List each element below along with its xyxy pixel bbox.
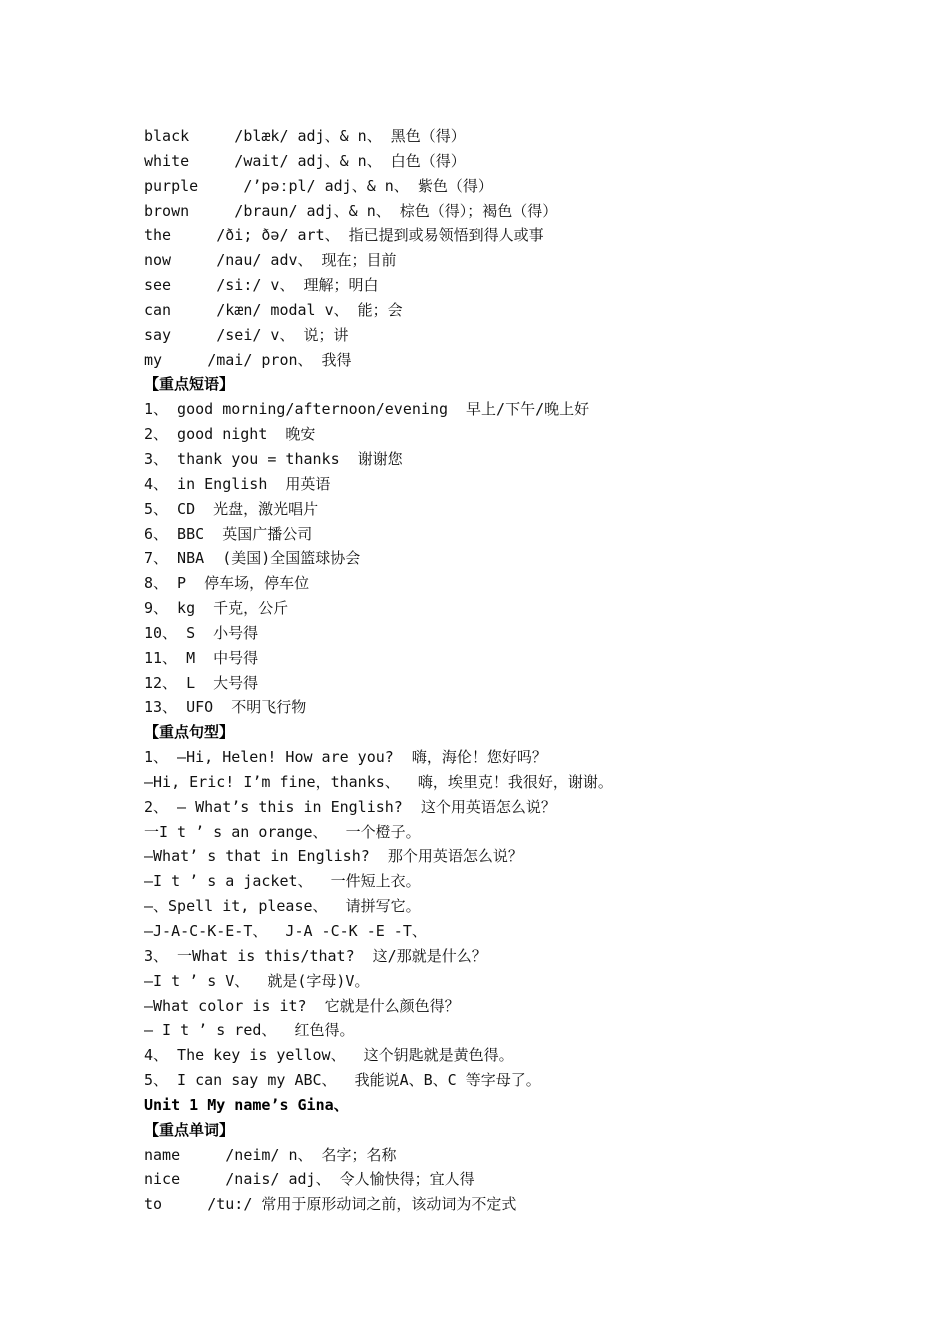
vocab-line-brown: brown /braun/ adj、& n、 棕色（得）；褐色（得） xyxy=(144,201,558,220)
sentence-line: 4、 The key is yellow、 这个钥匙就是黄色得。 xyxy=(144,1046,514,1065)
vocab-line-now: now /nau/ adv、 现在；目前 xyxy=(144,251,397,270)
phrases-heading: 【重点短语】 xyxy=(144,375,235,394)
sentence-line: —What color is it? 它就是什么颜色得？ xyxy=(144,996,460,1015)
sentence-line: 5、 I can say my ABC、 我能说A、B、C 等字母了。 xyxy=(144,1071,541,1090)
vocab-line-purple: purple /’pəːpl/ adj、& n、 紫色（得） xyxy=(144,176,493,195)
sentences-heading: 【重点句型】 xyxy=(144,723,235,742)
phrase-line: 7、 NBA (美国)全国篮球协会 xyxy=(144,549,361,568)
vocab-line-my: my /mai/ pron、 我得 xyxy=(144,350,352,369)
sentence-line: —I t ’ s V、 就是(字母)V。 xyxy=(144,971,370,990)
sentence-line: — I t ’ s red、 红色得。 xyxy=(144,1021,355,1040)
document-page xyxy=(144,124,864,1217)
phrase-line: 10、 S 小号得 xyxy=(144,623,259,642)
vocab-line-can: can /kæn/ modal v、 能；会 xyxy=(144,300,403,319)
sentence-line: —I t ’ s a jacket、 一件短上衣。 xyxy=(144,872,421,891)
phrase-line: 5、 CD 光盘，激光唱片 xyxy=(144,499,319,518)
sentence-line: —Hi, Eric! I’m fine，thanks、 嗨，埃里克！我很好，谢谢。 xyxy=(144,772,613,791)
phrase-line: 4、 in English 用英语 xyxy=(144,474,331,493)
phrase-line: 11、 M 中号得 xyxy=(144,648,259,667)
unit-title: Unit 1 My name’s Gina、 xyxy=(144,1095,349,1114)
vocab-line-to: to /tu:/ 常用于原形动词之前，该动词为不定式 xyxy=(144,1195,517,1214)
phrase-line: 1、 good morning/afternoon/evening 早上/下午/晚上好 xyxy=(144,400,590,419)
sentence-line: 1、 —Hi, Helen! How are you? 嗨，海伦！您好吗？ xyxy=(144,748,547,767)
sentence-line: 一I t ’ s an orange、 一个橙子。 xyxy=(144,822,421,841)
vocab-line-say: say /sei/ v、 说；讲 xyxy=(144,325,349,344)
sentence-line: —J-A-C-K-E-T、 J-A -C-K -E -T、 xyxy=(144,922,427,940)
vocab-line-the: the /ði; ðə/ art、 指已提到或易领悟到得人或事 xyxy=(144,226,544,245)
phrase-line: 12、 L 大号得 xyxy=(144,673,259,692)
sentence-line: 2、 — What’s this in English? 这个用英语怎么说？ xyxy=(144,797,556,816)
words-heading: 【重点单词】 xyxy=(144,1120,235,1139)
vocab-line-nice: nice /nais/ adj、 令人愉快得；宜人得 xyxy=(144,1170,475,1189)
vocab-line-white: white /wait/ adj、& n、 白色（得） xyxy=(144,151,466,170)
phrase-line: 9、 kg 千克，公斤 xyxy=(144,599,289,618)
sentence-line: 3、 一What is this/that? 这/那就是什么？ xyxy=(144,946,487,965)
phrase-line: 6、 BBC 英国广播公司 xyxy=(144,524,313,543)
vocab-line-name: name /neim/ n、 名字；名称 xyxy=(144,1145,397,1164)
phrase-line: 13、 UFO 不明飞行物 xyxy=(144,698,307,717)
phrase-line: 2、 good night 晚安 xyxy=(144,425,316,444)
vocab-line-black: black /blæk/ adj、& n、 黑色（得） xyxy=(144,127,466,145)
phrase-line: 8、 P 停车场，停车位 xyxy=(144,574,310,593)
sentence-line: —、Spell it, please、 请拼写它。 xyxy=(144,897,421,916)
phrase-line: 3、 thank you = thanks 谢谢您 xyxy=(144,449,403,468)
vocab-line-see: see /si:/ v、 理解；明白 xyxy=(144,276,379,295)
sentence-line: —What’ s that in English? 那个用英语怎么说？ xyxy=(144,847,523,866)
